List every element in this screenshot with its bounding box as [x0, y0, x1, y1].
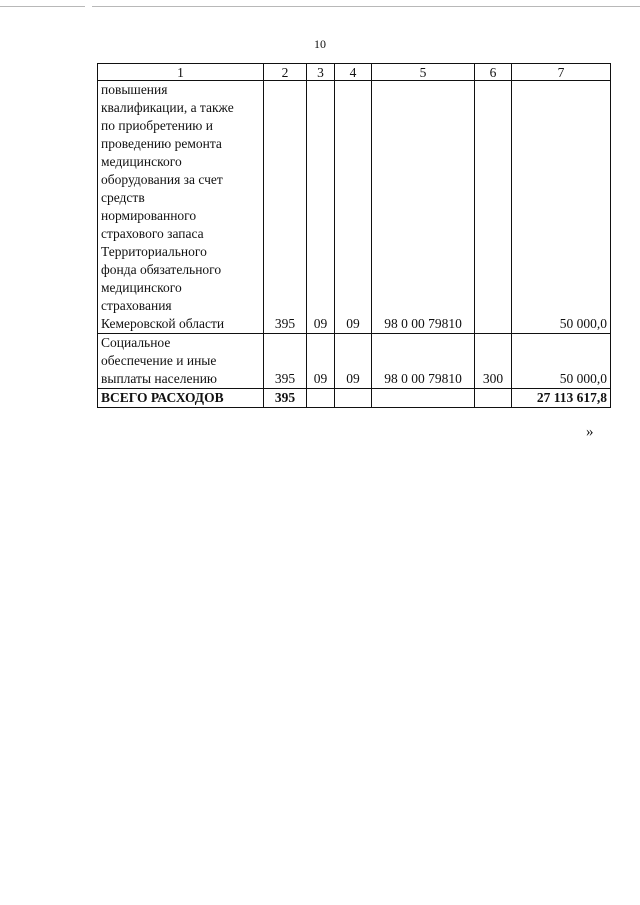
page-number: 10: [314, 37, 326, 51]
row-description: Социальное обеспечение и иные выплаты населению: [98, 334, 264, 389]
column-header: 7: [512, 64, 611, 81]
column-header: 1: [98, 64, 264, 81]
section-code-cell: 09: [307, 81, 335, 334]
closing-quote-mark: »: [586, 424, 594, 440]
budget-table: [97, 63, 611, 408]
total-amount: 27 113 617,8: [512, 389, 611, 408]
section-code-cell: 09: [307, 334, 335, 389]
total-target-article-cell: [372, 389, 475, 408]
total-chapter-code: 395: [264, 389, 307, 408]
row-description: повышения квалификации, а также по приобретению и проведению ремонта медицинского оборудования за счет средств нормированного страхового запаса Территориального фонда обязательного медицинского страхования Кемеровской области: [98, 81, 264, 334]
table-header-row: [98, 64, 611, 81]
total-section-cell: [307, 389, 335, 408]
chapter-code-cell: 395: [264, 81, 307, 334]
table-row: [98, 81, 611, 334]
total-row: [98, 389, 611, 408]
total-expense-type-cell: [475, 389, 512, 408]
target-article-cell: 98 0 00 79810: [372, 81, 475, 334]
column-header: 3: [307, 64, 335, 81]
amount-cell: 50 000,0: [512, 334, 611, 389]
total-subsection-cell: [335, 389, 372, 408]
scan-artifact-line-right: [92, 6, 640, 7]
target-article-cell: 98 0 00 79810: [372, 334, 475, 389]
column-header: 6: [475, 64, 512, 81]
expense-type-cell: 300: [475, 334, 512, 389]
expense-type-cell: [475, 81, 512, 334]
amount-cell: 50 000,0: [512, 81, 611, 334]
table-row: [98, 334, 611, 389]
column-header: 5: [372, 64, 475, 81]
total-label: ВСЕГО РАСХОДОВ: [98, 389, 264, 408]
column-header: 2: [264, 64, 307, 81]
scan-artifact-line-left: [0, 6, 85, 7]
subsection-code-cell: 09: [335, 334, 372, 389]
chapter-code-cell: 395: [264, 334, 307, 389]
subsection-code-cell: 09: [335, 81, 372, 334]
column-header: 4: [335, 64, 372, 81]
